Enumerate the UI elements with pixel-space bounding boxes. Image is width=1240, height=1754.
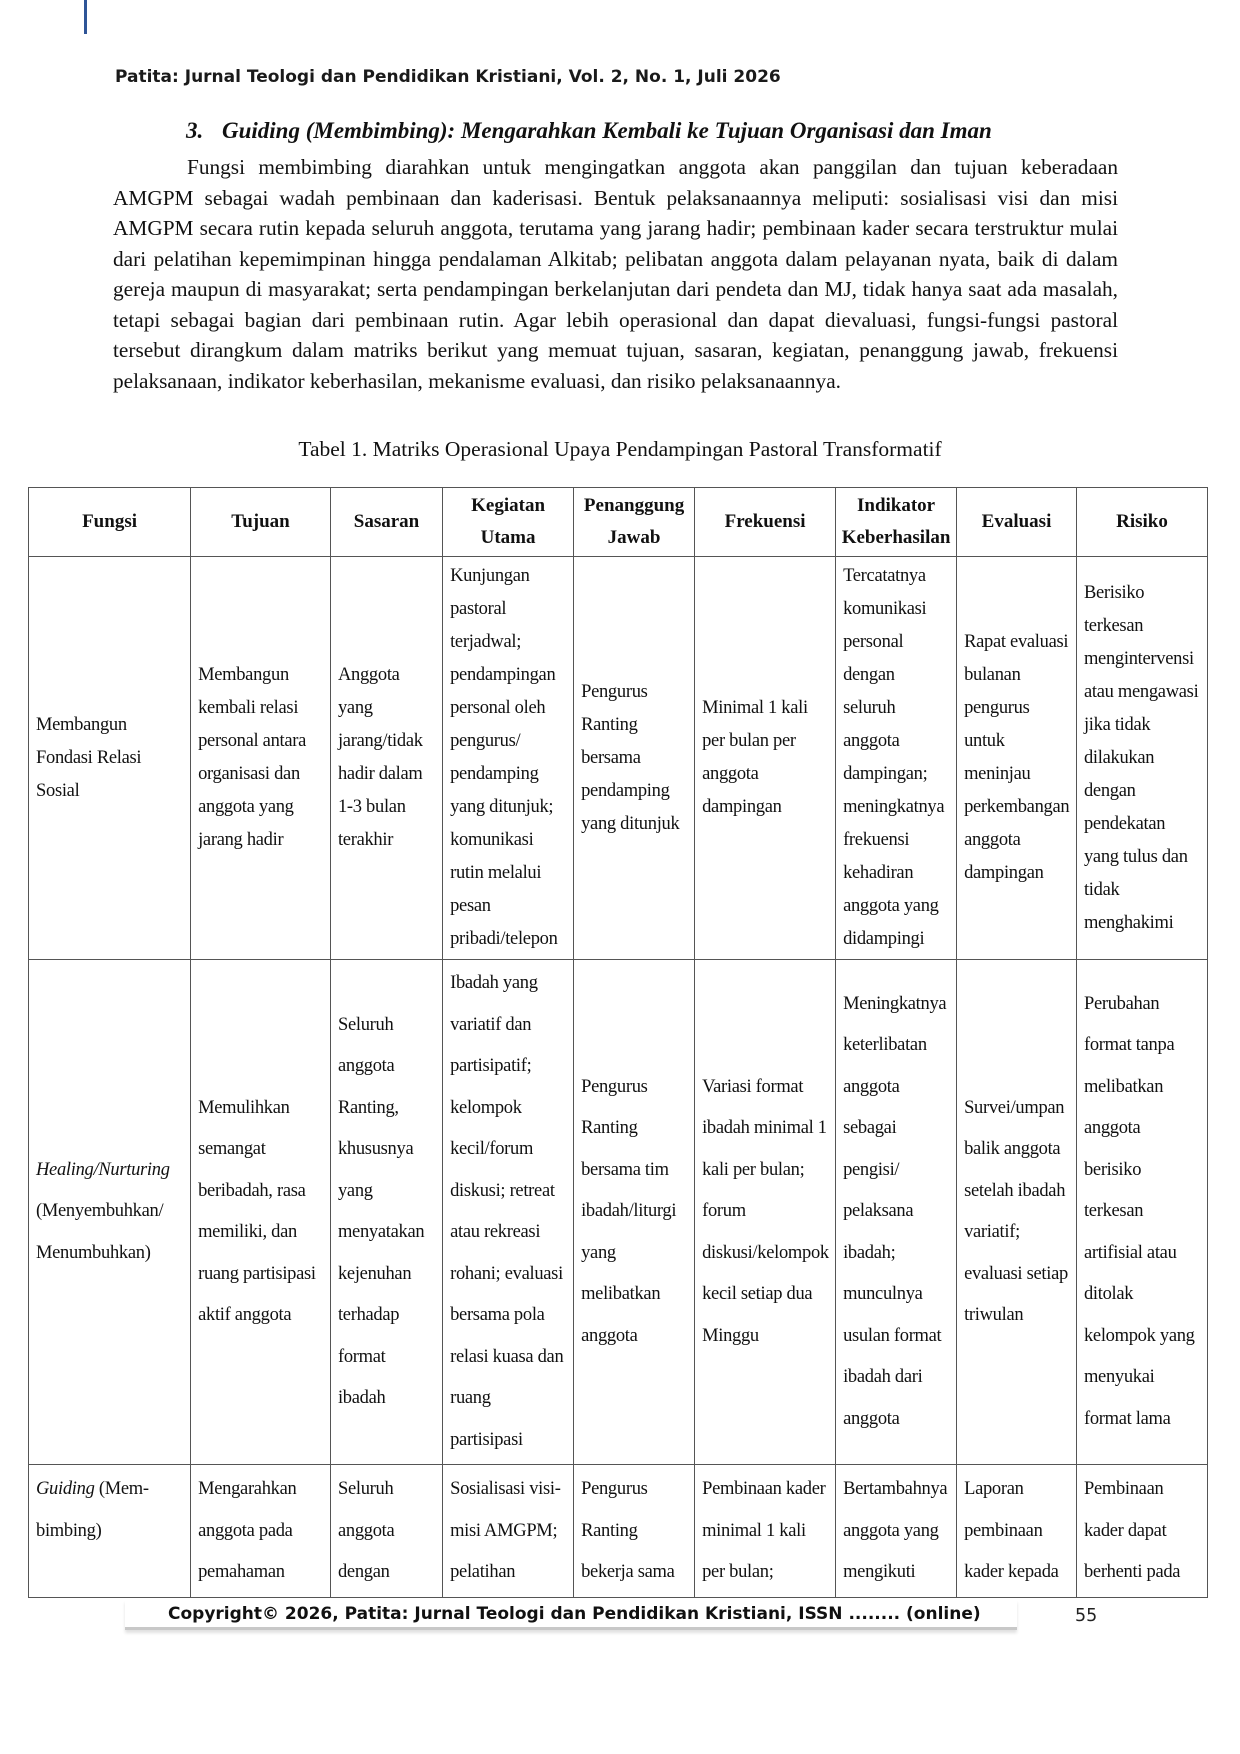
section-number: 3. [186,118,204,143]
cell-penanggung-jawab: Pengurus Ranting bekerja sama [574,1465,695,1598]
fungsi-italic: Guiding [36,1479,95,1499]
cell-sasaran: Seluruh anggota Ranting, khususnya yang menyatakan kejenuhan terhadap format ibadah [330,960,442,1465]
fungsi-italic: Healing/Nurturing [36,1159,170,1180]
section-heading [186,118,992,144]
header-risiko: Risiko [1076,488,1207,557]
header-penanggung-jawab: Penanggung Jawab [574,488,695,557]
section-title: Guiding (Membimbing): Mengarahkan Kembali ke Tujuan Organisasi dan Iman [222,118,992,143]
header-tujuan: Tujuan [191,488,331,557]
header-kegiatan: Kegiatan Utama [443,488,574,557]
cell-penanggung-jawab: Pengurus Ranting bersama tim ibadah/liturgi yang melibatkan anggota [574,960,695,1465]
cell-frekuensi: Pembinaan kader minimal 1 kali per bulan; [695,1465,836,1598]
cell-sasaran: Seluruh anggota dengan [330,1465,442,1598]
cell-indikator: Meningkatnya keterlibatan anggota sebagai pengisi/ pelaksana ibadah; munculnya usulan format ibadah dari anggota [836,960,957,1465]
table-caption: Tabel 1. Matriks Operasional Upaya Pendampingan Pastoral Transformatif [298,437,942,461]
cell-fungsi [29,960,191,1465]
operational-matrix-table [28,487,1208,1598]
header-indikator: Indikator Keberhasilan [836,488,957,557]
header-evaluasi: Evaluasi [957,488,1077,557]
cell-evaluasi: Laporan pembinaan kader kepada [957,1465,1077,1598]
header-frekuensi: Frekuensi [695,488,836,557]
fungsi-text: (Menyembuhkan/ Menumbuhkan) [36,1201,164,1263]
table-row [29,1465,1208,1598]
body-paragraph: Fungsi membimbing diarahkan untuk mengingatkan anggota akan panggilan dan tujuan keberadaan AMGPM sebagai wadah pembinaan dan kaderisasi. Bentuk pelaksanaannya meliputi: sosialisasi visi dan misi AMGPM secara rutin kepada seluruh anggota, terutama yang jarang hadir; pembinaan kader secara terstruktur mulai dari pelatihan kepemimpinan hingga pendalaman Alkitab; pelibatan anggota dalam pelayanan nyata, baik di dalam gereja maupun di masyarakat; serta pendampingan berkelanjutan dari pendeta dan MJ, tidak hanya saat ada masalah, tetapi sebagai bagian dari pembinaan rutin. Agar lebih operasional dan dapat dievaluasi, fungsi-fungsi pastoral tersebut dirangkum dalam matriks berikut yang memuat tujuan, sasaran, kegiatan, penanggung jawab, frekuensi pelaksanaan, indikator keberhasilan, mekanisme evaluasi, dan risiko pelaksanaannya. [113,155,1118,393]
running-header: Patita: Jurnal Teologi dan Pendidikan Kristiani, Vol. 2, No. 1, Juli 2026 [115,67,781,87]
cell-kegiatan: Ibadah yang variatif dan partisipatif; kelompok kecil/forum diskusi; retreat atau rekreasi rohani; evaluasi bersama pola relasi kuasa dan ruang partisipasi [443,960,574,1465]
cell-risiko: Perubahan format tanpa melibatkan anggota berisiko terkesan artifisial atau ditolak kelompok yang menyukai format lama [1076,960,1207,1465]
cell-sasaran: Anggota yang jarang/tidak hadir dalam 1-3 bulan terakhir [330,557,442,960]
page-number: 55 [1075,1606,1098,1626]
cell-risiko: Pembinaan kader dapat berhenti pada [1076,1465,1207,1598]
cell-fungsi [29,1465,191,1598]
fungsi-text: Membangun Fondasi Relasi Sosial [36,714,142,801]
cell-kegiatan: Sosialisasi visi- misi AMGPM; pelatihan [443,1465,574,1598]
cell-evaluasi: Survei/umpan balik anggota setelah ibadah variatif; evaluasi setiap triwulan [957,960,1077,1465]
cell-penanggung-jawab: Pengurus Ranting bersama pendamping yang ditunjuk [574,557,695,960]
header-fungsi: Fungsi [29,488,191,557]
top-accent-bar [84,0,87,34]
cell-indikator: Tercatatnya komunikasi personal dengan seluruh anggota dampingan; meningkatnya frekuensi kehadiran anggota yang didampingi [836,557,957,960]
fungsi-text: (Mem- bimbing) [36,1479,149,1541]
cell-fungsi [29,557,191,960]
header-sasaran: Sasaran [330,488,442,557]
table-row [29,557,1208,960]
cell-frekuensi: Variasi format ibadah minimal 1 kali per bulan; forum diskusi/kelompok kecil setiap dua Minggu [695,960,836,1465]
cell-risiko: Berisiko terkesan mengintervensi atau mengawasi jika tidak dilakukan dengan pendekatan yang tulus dan tidak menghakimi [1076,557,1207,960]
table-header-row [29,488,1208,557]
cell-evaluasi: Rapat evaluasi bulanan pengurus untuk meninjau perkembangan anggota dampingan [957,557,1077,960]
cell-tujuan: Mengarahkan anggota pada pemahaman [191,1465,331,1598]
cell-frekuensi: Minimal 1 kali per bulan per anggota dampingan [695,557,836,960]
cell-indikator: Bertambahnya anggota yang mengikuti [836,1465,957,1598]
cell-tujuan: Memulihkan semangat beribadah, rasa memiliki, dan ruang partisipasi aktif anggota [191,960,331,1465]
cell-tujuan: Membangun kembali relasi personal antara organisasi dan anggota yang jarang hadir [191,557,331,960]
table-row [29,960,1208,1465]
footer-copyright: Copyright© 2026, Patita: Jurnal Teologi dan Pendidikan Kristiani, ISSN ........ (online) [168,1604,981,1624]
cell-kegiatan: Kunjungan pastoral terjadwal; pendampingan personal oleh pengurus/ pendamping yang ditunjuk; komunikasi rutin melalui pesan pribadi/telepon [443,557,574,960]
